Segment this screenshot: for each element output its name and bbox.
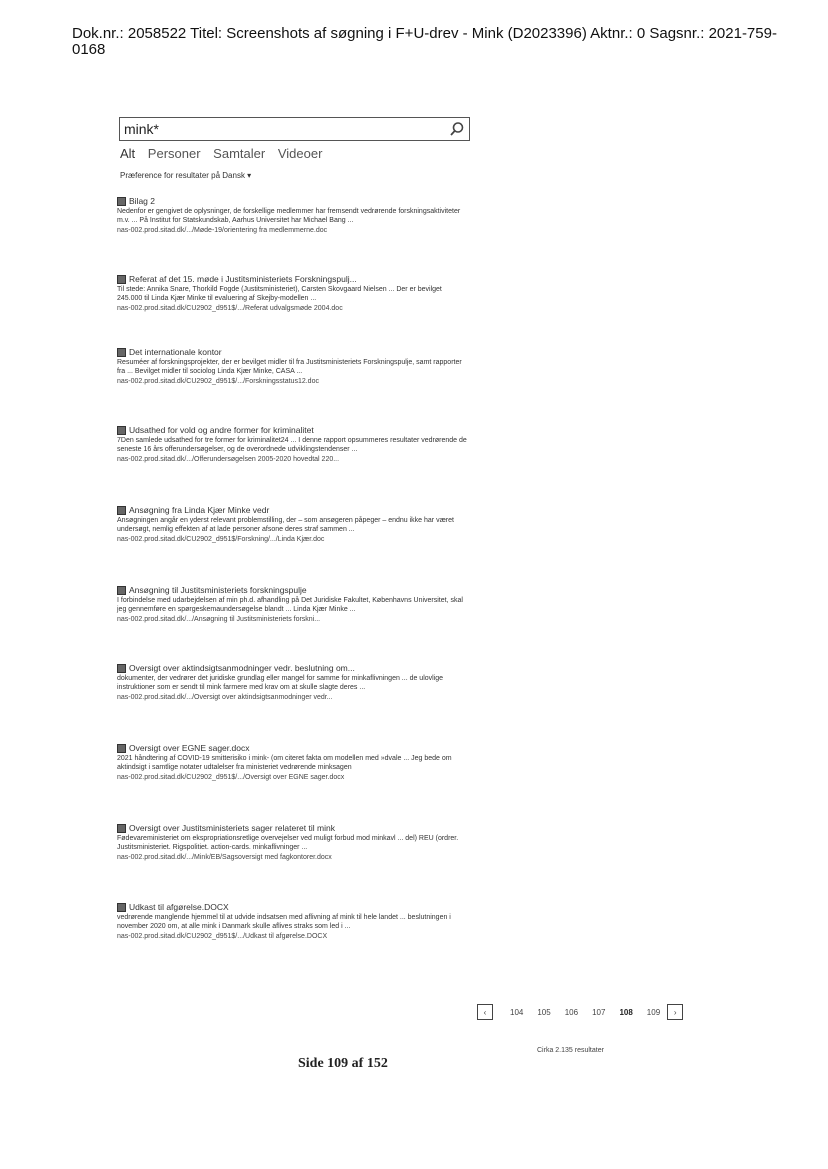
document-icon	[117, 275, 126, 284]
search-box[interactable]	[119, 117, 470, 141]
result-title[interactable]: Det internationale kontor	[117, 346, 467, 358]
result-snippet: Resuméer af forskningsprojekter, der er bevilget midler til fra Justitsministeriets Forskningspulje, samt rapporter fra ... Bevilget midler til sociolog Linda Kjær Minke, CASA ...	[117, 359, 462, 375]
result-snippet: Til stede: Annika Snare, Thorkild Fogde (Justitsministeriet), Carsten Skovgaard Nielsen ... Der er bevilget 245.000 til Linda Kjær Minke til evaluering af Skejby-modellen ...	[117, 286, 442, 302]
list-item	[117, 662, 467, 703]
document-icon	[117, 506, 126, 515]
result-url: nas-002.prod.sitad.dk/.../Ansøgning til Justitsministeriets forskni...	[117, 616, 321, 623]
result-snippet: vedrørende manglende hjemmel til at udvide indsatsen med aflivning af mink til hele landet ... beslutningen i november 2020 om, at alle mink i Danmark skulle aflives straks som led i ...	[117, 914, 451, 930]
tab-alt[interactable]: Alt	[120, 146, 136, 161]
result-url: nas-002.prod.sitad.dk/.../Offerundersøgelsen 2005-2020 hovedtal 220...	[117, 456, 340, 463]
result-title[interactable]: Oversigt over Justitsministeriets sager relateret til mink	[117, 822, 467, 834]
prev-page-button[interactable]: ‹	[477, 1004, 493, 1020]
result-url: nas-002.prod.sitad.dk/CU2902_d951$/.../Forskningsstatus12.doc	[117, 378, 319, 385]
page-link[interactable]: 106	[564, 1007, 579, 1017]
result-snippet: I forbindelse med udarbejdelsen af min ph.d. afhandling på Det Juridiske Fakultet, Københavns Universitet, skal jeg gennemføre en spørgeskemaundersøgelse blandt ... Linda Kjær Minke ...	[117, 597, 463, 613]
next-page-button[interactable]: ›	[667, 1004, 683, 1020]
search-input[interactable]	[124, 120, 444, 138]
result-url: nas-002.prod.sitad.dk/CU2902_d951$/.../Oversigt over EGNE sager.docx	[117, 774, 345, 781]
current-page-link[interactable]: 108	[619, 1007, 633, 1017]
list-item	[117, 504, 467, 545]
tab-personer[interactable]: Personer	[147, 146, 201, 161]
pagination	[477, 1004, 683, 1020]
page-link[interactable]: 104	[510, 1007, 524, 1017]
document-header: Dok.nr.: 2058522 Titel: Screenshots af søgning i F+U-drev - Mink (D2023396) Aktnr.: 0 Sagsnr.: 2021-759-0168	[72, 25, 777, 58]
document-icon	[117, 744, 126, 753]
page-number-footer: Side 109 af 152	[298, 1056, 388, 1071]
list-item	[117, 195, 467, 236]
result-url: nas-002.prod.sitad.dk/.../Oversigt over aktindsigtsanmodninger vedr...	[117, 694, 333, 701]
result-title[interactable]: Ansøgning til Justitsministeriets forskningspulje	[117, 584, 467, 596]
list-item	[117, 742, 467, 783]
result-title[interactable]: Udsathed for vold og andre former for kriminalitet	[117, 424, 467, 436]
result-snippet: 7Den samlede udsathed for tre former for kriminalitet24 ... I denne rapport opsummeres resultater vedrørende de seneste 16 års offerundersøgelser, og de overordnede udviklingstendenser ...	[117, 437, 467, 453]
document-icon	[117, 348, 126, 357]
document-icon	[117, 586, 126, 595]
result-title[interactable]: Udkast til afgørelse.DOCX	[117, 901, 467, 913]
result-snippet: Ansøgningen angår en yderst relevant problemstilling, der – som ansøgeren påpeger – endnu ikke har været undersøgt, nemlig effekten af at lade personer afsone deres straf sammen ...	[117, 517, 454, 533]
result-title[interactable]: Oversigt over aktindsigtsanmodninger vedr. beslutning om...	[117, 662, 467, 674]
language-preference[interactable]: Præference for resultater på Dansk ▾	[120, 171, 252, 180]
list-item	[117, 273, 467, 314]
list-item	[117, 346, 467, 387]
page-link[interactable]: 109	[646, 1007, 661, 1017]
result-snippet: 2021 håndtering af COVID-19 smitterisiko i mink- (om citeret fakta om modellen med »dvale ... Jeg bede om aktindsigt i samtlige notater udtalelser fra ministeriet vedrørende minksagen	[117, 755, 452, 771]
result-snippet: Nedenfor er gengivet de oplysninger, de forskellige medlemmer har fremsendt vedrørende forskningsaktiviteter m.v. ... På Institut for Statskundskab, Aarhus Universitet har Michael Bang ...	[117, 208, 461, 224]
result-title[interactable]: Ansøgning fra Linda Kjær Minke vedr	[117, 504, 467, 516]
result-url: nas-002.prod.sitad.dk/.../Mink/EB/Sagsoversigt med fagkontorer.docx	[117, 854, 332, 861]
document-icon	[117, 824, 126, 833]
document-icon	[117, 197, 126, 206]
document-icon	[117, 664, 126, 673]
list-item	[117, 584, 467, 625]
result-count: Cirka 2.135 resultater	[537, 1047, 604, 1054]
result-title[interactable]: Referat af det 15. møde i Justitsministeriets Forskningspulj...	[117, 273, 467, 285]
result-url: nas-002.prod.sitad.dk/CU2902_d951$/Forskning/.../Linda Kjær.doc	[117, 536, 325, 543]
search-icon[interactable]	[449, 121, 465, 137]
tab-samtaler[interactable]: Samtaler	[213, 146, 266, 161]
list-item	[117, 424, 467, 465]
document-icon	[117, 426, 126, 435]
result-snippet: Fødevareministeriet om ekspropriationsretlige overvejelser ved muligt forbud mod minkavl ... del) REU (ordrer. Justitsministeriet. Rigspolitiet. action-cards. minkaflivninger ...	[117, 835, 459, 851]
page-link[interactable]: 105	[537, 1007, 551, 1017]
list-item	[117, 901, 467, 942]
result-title[interactable]: Bilag 2	[117, 195, 467, 207]
search-tabs	[120, 146, 331, 161]
tab-videoer[interactable]: Videoer	[277, 146, 323, 161]
result-url: nas-002.prod.sitad.dk/CU2902_d951$/.../Udkast til afgørelse.DOCX	[117, 933, 328, 940]
result-url: nas-002.prod.sitad.dk/CU2902_d951$/.../Referat udvalgsmøde 2004.doc	[117, 305, 343, 312]
list-item	[117, 822, 467, 863]
result-title[interactable]: Oversigt over EGNE sager.docx	[117, 742, 467, 754]
result-snippet: dokumenter, der vedrører det juridiske grundlag eller mangel for samme for minkaflivningen ... de ulovlige instruktioner som er sendt til mink farmere med krav om at skulle slagte deres ...	[117, 675, 444, 691]
document-icon	[117, 903, 126, 912]
page-link[interactable]: 107	[592, 1007, 606, 1017]
result-url: nas-002.prod.sitad.dk/.../Møde-19/orientering fra medlemmerne.doc	[117, 227, 328, 234]
